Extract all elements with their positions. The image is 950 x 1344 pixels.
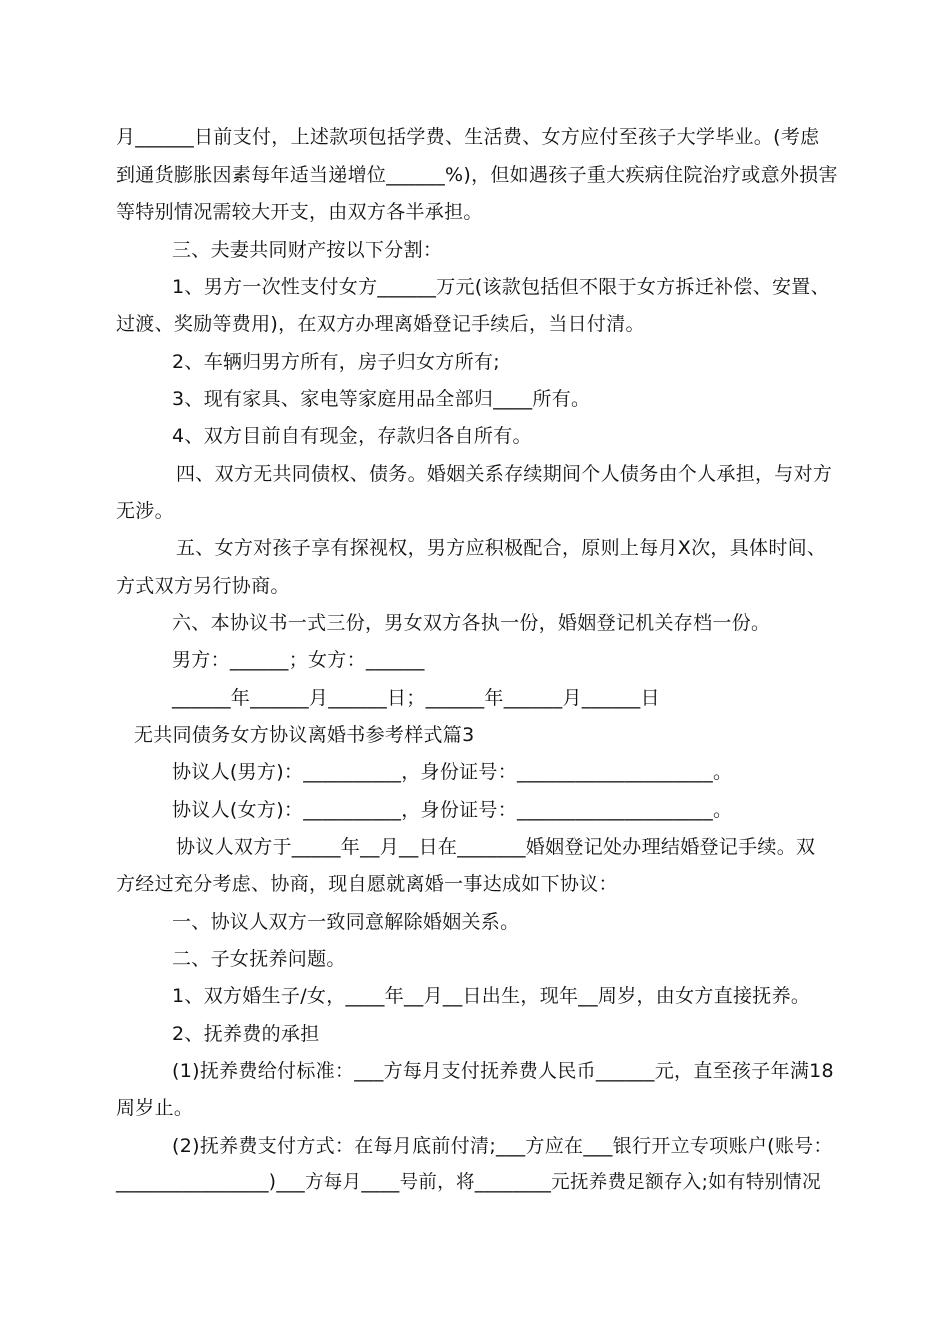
signature-line: 男方：______；女方：______ (172, 649, 425, 671)
section-heading: 三、夫妻共同财产按以下分割： (172, 239, 443, 261)
text-line: 2、车辆归男方所有，房子归女方所有; (172, 351, 500, 373)
text-line: ________________)___方每月____号前，将________元抚养费足额存入;如有特别情况 (116, 1172, 821, 1193)
section-heading: 四、双方无共同债权、债务。婚姻关系存续期间个人债务由个人承担，与对方 (176, 463, 833, 485)
text-line: 等特别情况需较大开支，由双方各半承担。 (116, 201, 483, 223)
text-line: 方式双方另行协商。 (116, 575, 290, 597)
section-heading: 二、子女抚养问题。 (172, 948, 346, 970)
text-line: 4、双方目前自有现金，存款归各自所有。 (172, 425, 532, 447)
text-line: (1)抚养费给付标准：___方每月支付抚养费人民币______元，直至孩子年满18 (172, 1060, 834, 1082)
text-line: (2)抚养费支付方式：在每月底前付清;___方应在___银行开立专项账户(账号： (172, 1135, 833, 1157)
date-line: ______年______月______日；______年______月______日 (172, 687, 660, 709)
document-title: 无共同债务女方协议离婚书参考样式篇3 (134, 724, 475, 746)
party-line-female: 协议人(女方)：__________，身份证号：____________________。 (172, 799, 733, 821)
text-line: 1、男方一次性支付女方______万元(该款包括但不限于女方拆迁补偿、安置、 (172, 276, 830, 298)
text-line: 周岁止。 (116, 1097, 194, 1119)
section-heading: 五、女方对孩子享有探视权，男方应积极配合，原则上每月X次，具体时间、 (176, 537, 827, 559)
section-heading: 六、本协议书一式三份，男女双方各执一份，婚姻登记机关存档一份。 (172, 612, 771, 634)
party-line-male: 协议人(男方)：__________，身份证号：____________________。 (172, 761, 733, 783)
text-line: 过渡、奖励等费用)，在双方办理离婚登记手续后，当日付清。 (116, 313, 645, 335)
text-line: 到通货膨胀因素每年适当递增位______%)，但如遇孩子重大疾病住院治疗或意外损害 (116, 164, 838, 186)
text-line: 方经过充分考虑、协商，现自愿就离婚一事达成如下协议： (116, 873, 618, 895)
text-line: 协议人双方于_____年__月__日在_______婚姻登记处办理结婚登记手续。双 (176, 836, 816, 858)
text-line: 2、抚养费的承担 (172, 1023, 320, 1045)
text-line: 1、双方婚生子/女，____年__月__日出生，现年__周岁，由女方直接抚养。 (172, 985, 811, 1007)
text-line: 月______日前支付，上述款项包括学费、生活费、女方应付至孩子大学毕业。(考虑 (116, 126, 820, 148)
section-heading: 一、协议人双方一致同意解除婚姻关系。 (172, 911, 520, 933)
text-line: 3、现有家具、家电等家庭用品全部归____所有。 (172, 388, 591, 410)
text-line: 无涉。 (116, 500, 174, 522)
